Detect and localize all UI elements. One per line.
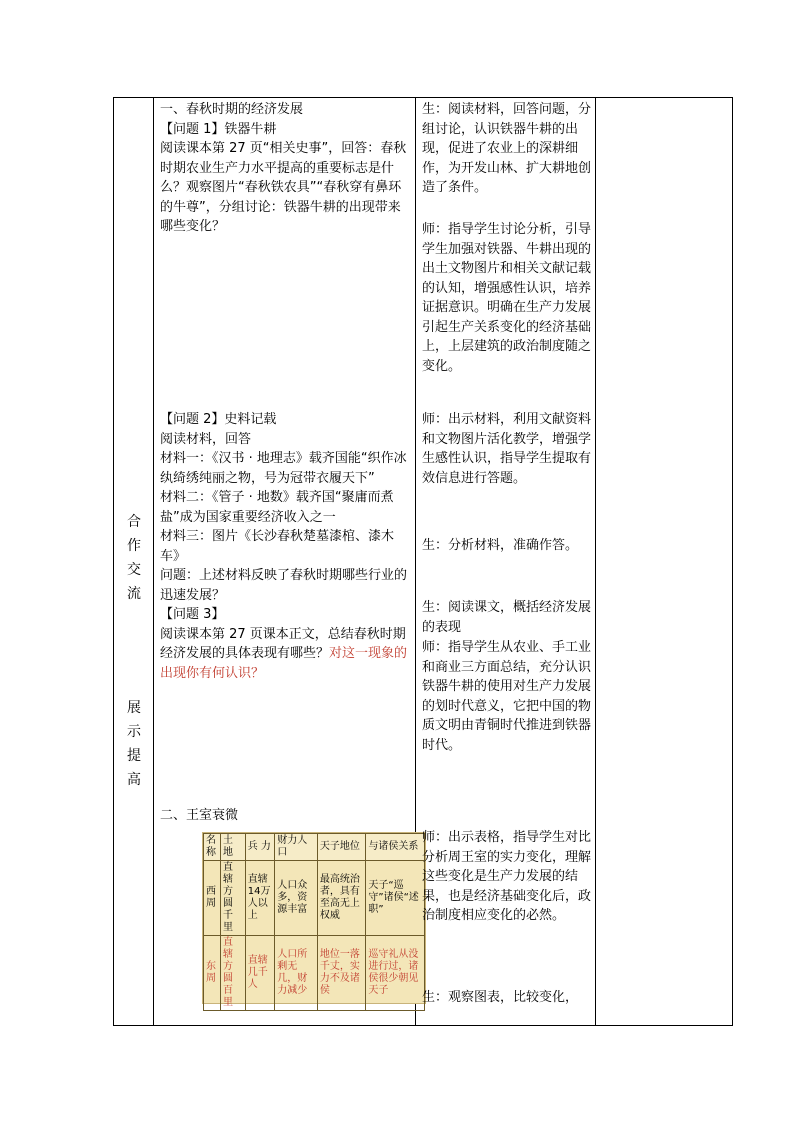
stage-char: 提	[127, 748, 141, 764]
section-one	[160, 100, 410, 237]
question-body	[160, 625, 410, 684]
question-text-highlight: 对这一现象的出现你有何认识？	[160, 646, 408, 681]
student-activity: 生：分析材料，准确作答。	[422, 538, 579, 553]
mini-cell: 西周	[204, 861, 221, 936]
mini-header: 与诸侯关系	[366, 834, 425, 861]
activity-column	[416, 98, 596, 1025]
section-title: 二、王室衰微	[160, 808, 239, 823]
material-one: 材料一：《汉书 · 地理志》载齐国能“织作冰纨绮绣纯丽之物，号为冠带衣履天下”	[160, 451, 407, 486]
stage-char: 示	[127, 724, 141, 740]
student-activity: 生：观察图表，比较变化，	[422, 990, 579, 1005]
mini-header: 天子地位	[317, 834, 366, 861]
mini-cell: 直辖14万人以上	[245, 861, 274, 936]
question-head: 【问题 2】史料记载	[160, 412, 277, 427]
mini-header: 财力人口	[275, 834, 318, 861]
stage-char: 展	[127, 700, 141, 716]
mini-header: 兵 力	[245, 834, 274, 861]
question-head: 【问题 3】	[160, 607, 225, 622]
question-head: 【问题 1】铁器牛耕	[160, 121, 277, 137]
section-title: 一、春秋时期的经济发展	[160, 102, 304, 117]
material-three: 材料三：图片《长沙春秋楚墓漆棺、漆木车》	[160, 529, 395, 564]
mini-cell: 人口众多，资源丰富	[275, 861, 318, 936]
stage-char: 作	[127, 538, 141, 554]
stage-char: 流	[127, 586, 141, 602]
question-two	[160, 410, 410, 683]
stage-char: 合	[127, 514, 141, 530]
student-activity: 生：阅读课文，概括经济发展的表现	[422, 600, 592, 635]
teacher-activity: 师：出示表格，指导学生对比分析周王室的实力变化，理解这些变化是生产力发展的结果，也是经济基础变化后，政治制度相应变化的必然。	[422, 830, 592, 923]
mini-cell: 天子“巡守”诸侯“述职”	[366, 861, 425, 936]
comparison-table-image	[202, 832, 426, 1008]
lesson-table	[113, 97, 733, 1026]
mini-cell: 地位一落千丈，实力不及诸侯	[317, 936, 366, 1011]
question-body: 阅读课本第 27 页“相关史事”，回答：春秋时期农业生产力水平提高的重要标志是什么？观察图片“春秋铁农具”“春秋穿有鼻环的牛尊”，分组讨论：铁器牛耕的出现带来哪些变化？	[160, 141, 407, 234]
notes-column	[596, 98, 732, 1025]
mini-cell: 东周	[204, 936, 221, 1011]
mini-cell: 人口所剩无几，财力减少	[275, 936, 318, 1011]
stage-label-bottom	[114, 696, 154, 792]
teacher-activity: 师：指导学生讨论分析，引导学生加强对铁器、牛耕出现的出土文物图片和相关文献记载的认知，增强感性认识，培养证据意识。明确在生产力发展引起生产关系变化的经济基础上，上层建筑的政治制度随之变化。	[422, 222, 592, 374]
content-column	[154, 98, 419, 1025]
stage-char: 高	[127, 772, 141, 788]
mini-cell: 直辖方圆千里	[220, 861, 245, 936]
teacher-activity: 师：指导学生从农业、手工业和商业三方面总结，充分认识铁器牛耕的使用对生产力发展的划时代意义，它把中国的物质文明由青铜时代推进到铁器时代。	[422, 640, 592, 753]
teacher-activity: 师：出示材料，利用文献资料和文物图片活化教学，增强学生感性认识，指导学生提取有效信息进行答题。	[422, 412, 592, 486]
question-text: 阅读课本第 27 页课本正文，总结春秋时期经济发展的具体表现有哪些？	[160, 626, 406, 661]
stage-label-top	[114, 510, 154, 606]
stage-column	[114, 98, 154, 1025]
mini-header: 名称	[204, 834, 221, 861]
mini-header: 土 地	[220, 834, 245, 861]
student-activity: 生：阅读材料，回答问题，分组讨论，认识铁器牛耕的出现，促进了农业上的深耕细作，为开发山林、扩大耕地创造了条件。	[422, 102, 592, 195]
mini-cell: 最高统治者，具有至高无上权威	[317, 861, 366, 936]
section-two	[160, 806, 410, 826]
material-two: 材料二：《管子 · 地数》载齐国“聚庸而煮盐”成为国家重要经济收入之一	[160, 490, 394, 525]
mini-cell: 巡守礼从没进行过，诸侯很少朝见天子	[366, 936, 425, 1011]
question-intro: 阅读材料，回答	[160, 431, 252, 447]
mini-cell: 直辖几千人	[245, 936, 274, 1011]
mini-cell: 直辖方圆百里	[220, 936, 245, 1011]
stage-char: 交	[127, 562, 141, 578]
question-body: 问题：上述材料反映了春秋时期哪些行业的迅速发展？	[160, 568, 408, 603]
